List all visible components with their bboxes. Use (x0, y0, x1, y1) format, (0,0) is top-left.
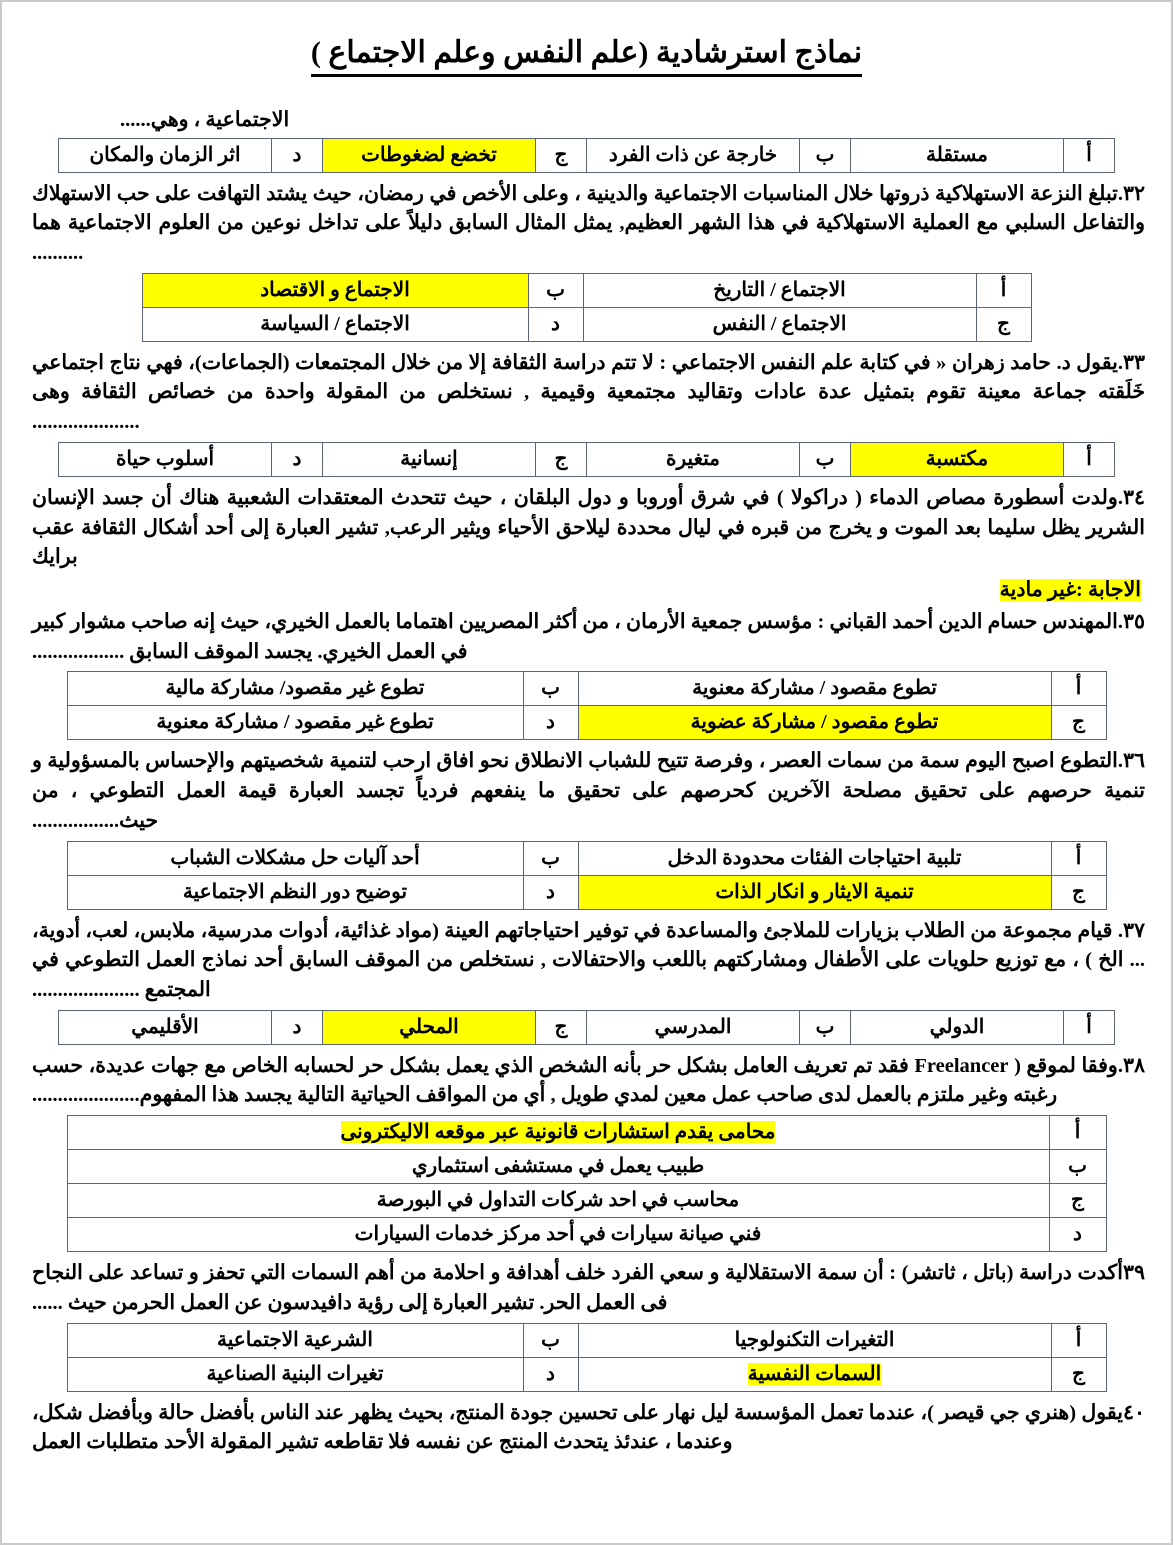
option-value: تلبية احتياجات الفئات محدودة الدخل (578, 841, 1051, 875)
answer-highlighted: الاجابة :غير مادية (999, 578, 1141, 601)
option-value: طبيب يعمل في مستشفى استثماري (67, 1150, 1049, 1184)
option-value: تطوع مقصود / مشاركة معنوية (578, 672, 1051, 706)
option-letter: أ (976, 273, 1031, 307)
option-letter: د (523, 1357, 578, 1391)
option-letter: ب (1049, 1150, 1106, 1184)
option-value (67, 1116, 1049, 1150)
answer-line-q34 (24, 577, 1149, 602)
table-row (67, 1218, 1106, 1252)
table-row (67, 1116, 1106, 1150)
option-value: تطوع غير مقصود / مشاركة معنوية (67, 706, 523, 740)
option-letter: ب (528, 273, 583, 307)
option-letter: ج (536, 442, 587, 476)
option-value: الاجتماع / السياسة (142, 307, 528, 341)
question-text-38: ٣٨.وفقا لموقع ( Freelancer فقد تم تعريف العامل بشكل حر بأنه الشخص الذي يعمل بشكل حر لحسابه الخاص مع جهات عديدة، حسب رغبته وغير ملتزم بالعمل لدى صاحب عمل معين لمدي طويل , أي من المواقف الحياتية التالية يجسد هذا المفهوم..................... (32, 1054, 1145, 1107)
option-value-highlighted: مكتسبة (851, 442, 1064, 476)
option-letter: ب (523, 1323, 578, 1357)
option-value-highlighted: محامى يقدم استشارات قانونية عبر موقعه الاليكترونى (340, 1121, 776, 1144)
option-letter: ب (800, 138, 851, 172)
option-value-highlighted: المحلي (323, 1010, 536, 1044)
option-letter: أ (1049, 1116, 1106, 1150)
option-value: خارجة عن ذات الفرد (587, 138, 800, 172)
option-letter: ج (1051, 875, 1106, 909)
option-letter: د (528, 307, 583, 341)
option-value: تطوع غير مقصود/ مشاركة مالية (67, 672, 523, 706)
option-value: متغيرة (587, 442, 800, 476)
option-value-highlighted: تنمية الايثار و انكار الذات (578, 875, 1051, 909)
option-letter: ب (523, 672, 578, 706)
question-text-40: ٤٠يقول (هنري جي قيصر )، عندما تعمل المؤسسة ليل نهار على تحسين جودة المنتج، بحيث يظهر عند الناس بأفضل حالة وبأفضل شكل، وعندما ، عندئذ يتحدث المنتج عن نفسه فلا تقاطعه تشير المقولة الأحد متطلبات العمل (32, 1401, 1145, 1454)
question-text-35: ٣٥.المهندس حسام الدين أحمد القباني : مؤسس جمعية الأرمان ، من أكثر المصريين اهتماما بالعمل الخيري، حيث إنه صاحب مشوار كبير في العمل الخيري. يجسد الموقف السابق .................. (32, 610, 1145, 663)
table-row (67, 1150, 1106, 1184)
option-value: الدولي (851, 1010, 1064, 1044)
question-text-37: ٣٧. قيام مجموعة من الطلاب بزيارات للملاجئ والمساعدة في توفير احتياجاتهم العينة (مواد غذائية، أدوات مدرسية، ملابس، لعب، أدوية، ... الخ ) ، مع توزيع حلويات على الأطفال ومشاركتهم باللعب والاحتفالات , نستخلص من الموقف السابق أحد نماذج العمل التطوعي في المجتمع ..................... (32, 919, 1145, 1001)
option-value: تغيرات البنية الصناعية (67, 1357, 523, 1391)
question-text-32: ٣٢.تبلغ النزعة الاستهلاكية ذروتها خلال المناسبات الاجتماعية والدينية ، وعلى الأخص في رمضان، حيث يشتد التهافت على حب الاستهلاك والتفاعل السلبي مع العملية الاستهلاكية في هذا الشهر العظيم, يمثل المثال السابق دليلاً على تداخل نوعين من العلوم الاجتماعية هما .......... (32, 182, 1145, 264)
table-row (67, 841, 1106, 875)
options-table-q37 (58, 1010, 1115, 1045)
page-title (24, 34, 1149, 77)
table-row (142, 307, 1031, 341)
option-letter: ج (536, 1010, 587, 1044)
option-value: أسلوب حياة (59, 442, 272, 476)
option-letter: ج (1049, 1184, 1106, 1218)
question-text-34: ٣٤.ولدت أسطورة مصاص الدماء ( دراكولا ) في شرق أوروبا و دول البلقان ، حيث تتحدث المعتقدات الشعبية هناك أن جسد الإنسان الشرير يظل سليما بعد الموت و يخرج من قبره في ليال محددة ليلاحق الأحياء ويثير الرعب, تشير العبارة إلى أحد أشكال الثقافة عقب برايك (32, 486, 1145, 569)
options-table-q35 (67, 671, 1107, 740)
option-letter: د (272, 138, 323, 172)
option-value: مستقلة (851, 138, 1064, 172)
option-value: الاجتماع / التاريخ (583, 273, 976, 307)
intro-fragment: الاجتماعية ، وهي...... (120, 108, 290, 131)
table-row (67, 1323, 1106, 1357)
table-row (59, 1010, 1115, 1044)
options-table-q33 (58, 442, 1115, 477)
options-table-q36 (67, 841, 1107, 910)
option-letter: ج (536, 138, 587, 172)
table-row (59, 442, 1115, 476)
option-letter: ج (976, 307, 1031, 341)
option-value: التغيرات التكنولوجيا (578, 1323, 1051, 1357)
option-letter: ب (800, 1010, 851, 1044)
table-row (67, 706, 1106, 740)
question-text-33: ٣٣.يقول د. حامد زهران « في كتابة علم النفس الاجتماعي : لا تتم دراسة الثقافة إلا من خلال المجتمعات (الجماعات)، فهي نتاج اجتماعي خَلَقته جماعة معينة تقوم بتمثيل عدة عادات وتقاليد مجتمعية وقيمية , نستخلص من المقولة واحدة من خصائص الثقافة وهى ..................... (32, 351, 1145, 434)
option-value: توضيح دور النظم الاجتماعية (67, 875, 523, 909)
table-row (67, 672, 1106, 706)
option-value-highlighted: الاجتماع و الاقتصاد (142, 273, 528, 307)
option-letter: ب (523, 841, 578, 875)
table-row (67, 1357, 1106, 1391)
option-letter: ج (1051, 1357, 1106, 1391)
option-value: فني صيانة سيارات في أحد مركز خدمات السيارات (67, 1218, 1049, 1252)
option-value-highlighted: السمات النفسية (747, 1362, 882, 1385)
option-value (578, 1357, 1051, 1391)
option-value: اثر الزمان والمكان (59, 138, 272, 172)
page-title-text: نماذج استرشادية (علم النفس وعلم الاجتماع ) (311, 34, 862, 77)
option-letter: أ (1064, 1010, 1115, 1044)
question-text-36: ٣٦.التطوع اصبح اليوم سمة من سمات العصر ، وفرصة تتيح للشباب الانطلاق نحو افاق ارحب لتنمية شخصيتهم والإحساس بالمسؤولية و تنمية حرصهم على تحقيق مصلحة الآخرين كحرصهم على تحقيق ما ينفعهم فردياً تجسد العبارة قيمة العمل التطوعي ، من حيث................. (32, 750, 1145, 832)
option-letter: د (272, 1010, 323, 1044)
table-row (59, 138, 1115, 172)
option-letter: د (523, 706, 578, 740)
option-value: محاسب في احد شركات التداول في البورصة (67, 1184, 1049, 1218)
option-letter: د (523, 875, 578, 909)
option-letter: أ (1051, 841, 1106, 875)
option-value: الشرعية الاجتماعية (67, 1323, 523, 1357)
option-letter: أ (1051, 1323, 1106, 1357)
option-value: المدرسي (587, 1010, 800, 1044)
option-value: الاجتماع / النفس (583, 307, 976, 341)
option-value-highlighted: تطوع مقصود / مشاركة عضوية (578, 706, 1051, 740)
option-value: الأقليمي (59, 1010, 272, 1044)
page-content (2, 2, 1171, 1458)
question-text-39: ٣٩أكدت دراسة (باتل ، ثاتشر) : أن سمة الاستقلالية و سعي الفرد خلف أهدافة و احلامة من أهم السمات التي تحفز و تساعد على النجاح فى العمل الحر. تشير العبارة إلى رؤية دافيدسون عن العمل الحرمن حيث ...... (32, 1262, 1145, 1314)
option-letter: ج (1051, 706, 1106, 740)
options-table-q31 (58, 138, 1115, 173)
option-letter: ب (800, 442, 851, 476)
table-row (142, 273, 1031, 307)
option-value: أحد آليات حل مشكلات الشباب (67, 841, 523, 875)
options-table-q39 (67, 1323, 1107, 1392)
options-table-q32 (142, 273, 1032, 342)
option-letter: أ (1064, 442, 1115, 476)
options-table-q38 (67, 1115, 1107, 1252)
option-letter: د (272, 442, 323, 476)
option-value: إنسانية (323, 442, 536, 476)
option-letter: أ (1051, 672, 1106, 706)
option-letter: أ (1064, 138, 1115, 172)
option-value-highlighted: تخضع لضغوطات (323, 138, 536, 172)
table-row (67, 1184, 1106, 1218)
option-letter: د (1049, 1218, 1106, 1252)
table-row (67, 875, 1106, 909)
